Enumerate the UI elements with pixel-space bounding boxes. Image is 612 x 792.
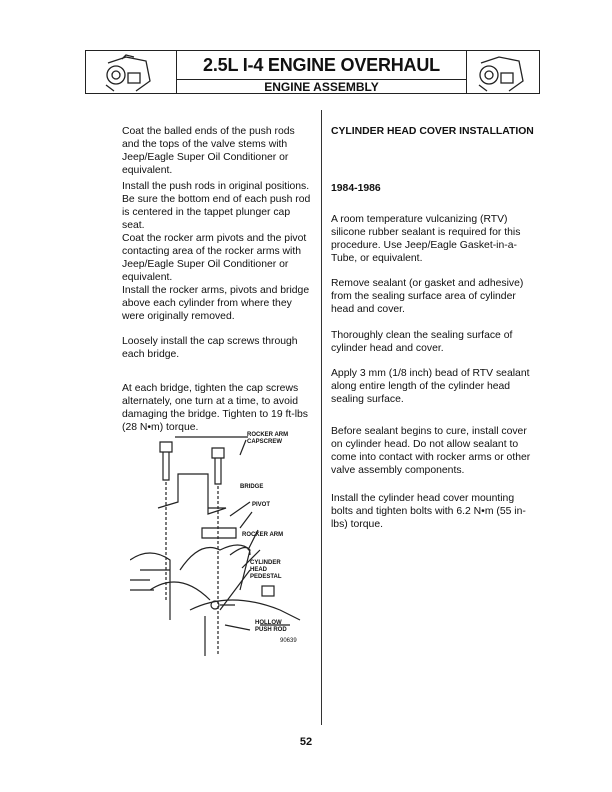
engine-logo-right — [466, 51, 539, 93]
paragraph: Install the push rods in original positions. Be sure the bottom end of each push rod is centered in the tappet plunger cap seat. — [122, 181, 311, 231]
label-hollow-push-rod: HOLLOW PUSH ROD — [255, 620, 287, 633]
paragraph: At each bridge, tighten the cap screws alternately, one turn at a time, to avoid damaging the bridge. Tighten to 19 ft-lbs (28 N•m) torque. — [122, 383, 308, 433]
rocker-arm-diagram — [130, 420, 310, 660]
paragraph: Install the rocker arms, pivots and bridge above each cylinder from where they were originally removed. — [122, 285, 310, 322]
paragraph: Loosely install the cap screws through each bridge. — [122, 336, 298, 360]
paragraph: Coat the rocker arm pivots and the pivot contacting area of the rocker arms with Jeep/Eagle Super Oil Conditioner or equivalent. — [122, 233, 307, 283]
paragraph: Coat the balled ends of the push rods and the tops of the valve stems with Jeep/Eagle Super Oil Conditioner or equivalent. — [122, 126, 295, 176]
paragraph: Install the cylinder head cover mounting bolts and tighten bolts with 6.2 N•m (55 in-lbs) torque. — [331, 493, 526, 530]
label-bridge: BRIDGE — [240, 484, 264, 490]
engine-logo-left — [86, 51, 177, 93]
label-cylinder-head-pedestal: CYLINDER HEAD PEDESTAL — [250, 560, 282, 580]
label-pivot: PIVOT — [252, 502, 271, 508]
page-header — [85, 50, 540, 94]
column-divider — [321, 110, 322, 725]
figure-number: 90639 — [280, 638, 297, 644]
paragraph: Remove sealant (or gasket and adhesive) from the sealing surface area of cylinder head and cover. — [331, 278, 524, 315]
paragraph: Apply 3 mm (1/8 inch) bead of RTV sealant along entire length of the cylinder head sealing surface. — [331, 368, 530, 405]
page-number: 52 — [299, 736, 313, 748]
paragraph: Before sealant begins to cure, install cover on cylinder head. Do not allow sealant to come into contact with rocker arms or other valve assembly components. — [331, 426, 531, 476]
label-rocker-arm-capscrew: ROCKER ARM CAPSCREW — [247, 432, 289, 445]
page-title: 2.5L I-4 ENGINE OVERHAUL — [176, 51, 467, 80]
label-rocker-arm: ROCKER ARM — [242, 532, 284, 538]
paragraph: A room temperature vulcanizing (RTV) silicone rubber sealant is required for this procedure. Use Jeep/Eagle Gasket-in-a-Tube, or equivalent. — [331, 214, 521, 264]
subsection-heading: 1984-1986 — [331, 183, 381, 194]
paragraph: Thoroughly clean the sealing surface of cylinder head and cover. — [331, 330, 513, 354]
section-subtitle: ENGINE ASSEMBLY — [264, 80, 379, 94]
section-heading: CYLINDER HEAD COVER INSTALLATION — [331, 126, 534, 137]
